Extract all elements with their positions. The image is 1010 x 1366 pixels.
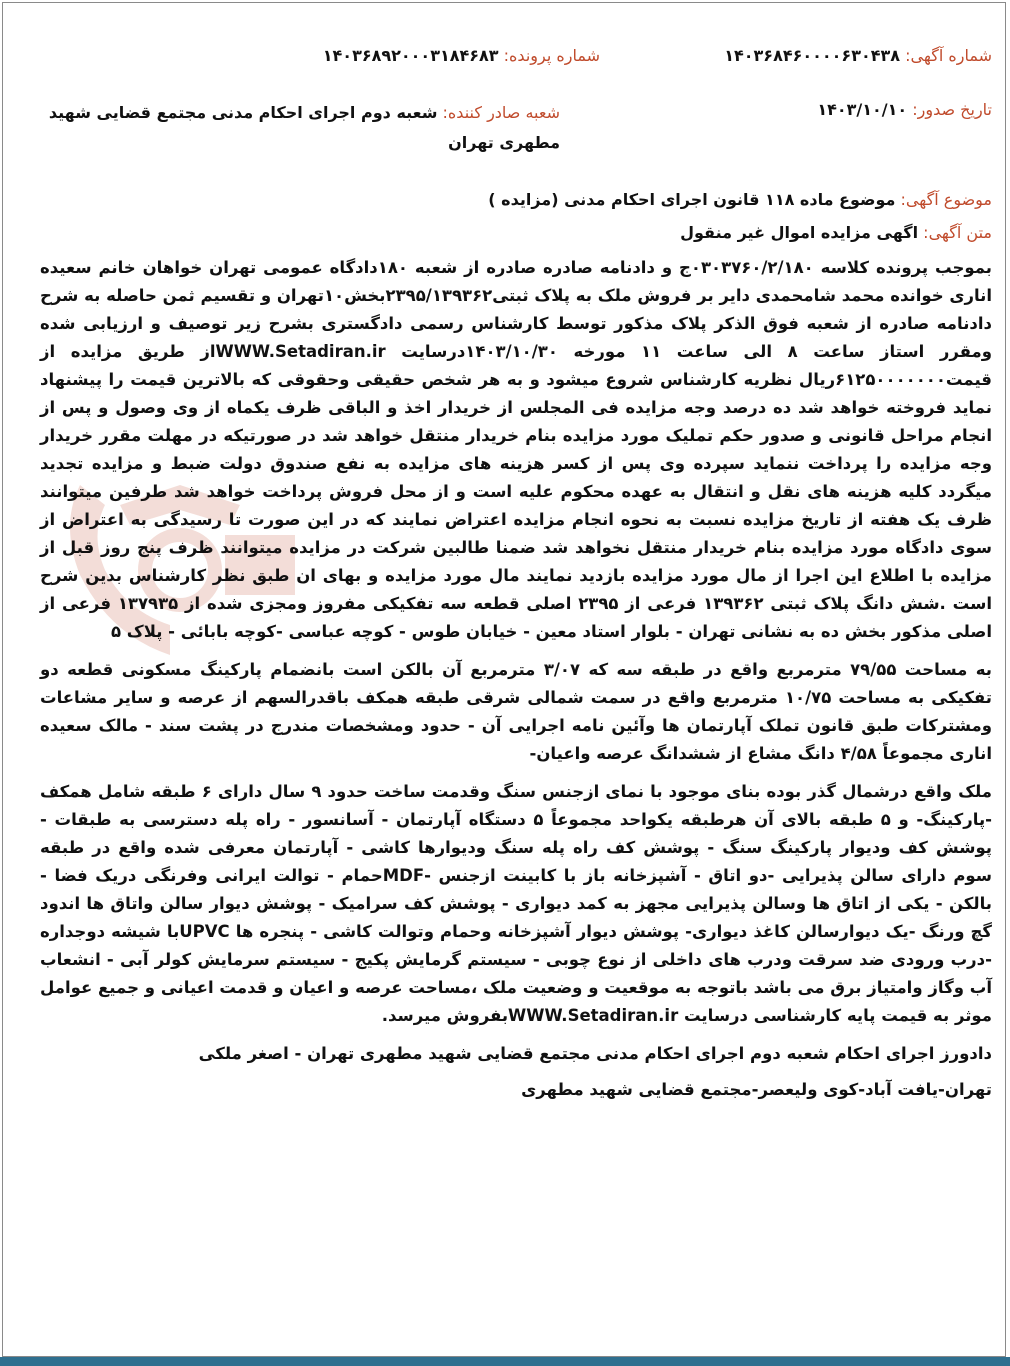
case-number-label: شماره پرونده:	[503, 46, 600, 65]
body-label: متن آگهی:	[923, 223, 992, 242]
header-row-numbers	[40, 44, 992, 68]
paragraph-building-description: ملک واقع درشمال گذر بوده بنای موجود با نمای ازجنس سنگ وقدمت ساخت حدود ۹ سال دارای ۶ طبقه شامل همکف -پارکینگ- و ۵ طبقه بالای آن هرطبقه یکواحد مجموعاً ۵ دستگاه آپارتمان - آسانسور - راه پله دسترسی به طبقات - پوشش کف ودیوار پارکینگ سنگ - پوشش کف راه پله سنگ ودیوارها کاشی - آپارتمان معرفی شده واقع در طبقه سوم دارای سالن پذیرایی -دو اتاق - آشپزخانه باز با کابینت ازجنس -MDFحمام - توالت ایرانی وفرنگی دریک فضا - بالکن - یکی از اتاق ها وسالن پذیرایی مجهز به کمد دیواری - پوشش کف سرامیک - پوشش دیوار سالن واتاق ها اندود گچ ورنگ -یک دیوارسالن کاغذ دیواری- پوشش دیوار آشپزخانه وحمام وتوالت کاشی - پنجره ها UPVCبا شیشه دوجداره -درب ورودی ضد سرقت ودرب های داخلی از نوع چوبی - سیستم گرمایش پکیج - سیستم سرمایش کولر آبی - انشعاب آب وگاز وامتیاز برق می باشد باتوجه به موقعیت و وضعیت ملک ،مساحت عرصه و اعیان و قدمت اعیانی و جمیع عوامل موثر به قیمت پایه کارشناسی درسایت WWW.Setadiran.irبفروش میرسد.	[40, 782, 992, 1025]
address-line: تهران-یافت آباد-کوی ولیعصر-مجتمع قضایی شهید مطهری	[521, 1080, 992, 1099]
issue-date-value: ۱۴۰۳/۱۰/۱۰	[817, 100, 908, 119]
notice-number-label: شماره آگهی:	[905, 46, 992, 65]
header-row-issuer	[40, 98, 992, 158]
case-number-value: ۱۴۰۳۶۸۹۲۰۰۰۳۱۸۴۶۸۳	[322, 46, 499, 65]
issue-date-label: تاریخ صدور:	[912, 100, 992, 119]
paragraph-property-area: به مساحت ۷۹/۵۵ مترمربع واقع در طبقه سه که ۳/۰۷ مترمربع آن بالکن است بانضمام پارکینگ مسکونی قطعه دو تفکیکی به مساحت ۱۰/۷۵ مترمربع واقع در سمت شمالی شرقی طبقه همکف باقدرالسهم از عرصه و سایر مشاعات ومشترکات طبق قانون تملک آپارتمان ها وآئین نامه اجرایی آن - حدود ومشخصات مندرج در پشت سند - مالک سعیده اناری مجموعاً ۴/۵۸ دانگ مشاع از ششدانگ عرصه واعیان-	[40, 660, 992, 763]
body-heading	[40, 220, 992, 246]
subject-label: موضوع آگهی:	[900, 190, 992, 209]
subject-line	[40, 188, 992, 212]
signature-line: دادورز اجرای احکام شعبه دوم اجرای احکام مدنی مجتمع قضایی شهید مطهری تهران - اصغر ملکی	[198, 1044, 992, 1063]
issuer-label: شعبه صادر کننده:	[442, 103, 560, 122]
notice-number	[692, 44, 992, 68]
notice-document	[40, 38, 992, 1104]
issue-date	[692, 98, 992, 122]
issuer-value: شعبه دوم اجرای احکام مدنی مجتمع قضایی شهید مطهری تهران	[48, 103, 560, 152]
bottom-bar	[0, 1357, 1010, 1366]
notice-number-value: ۱۴۰۳۶۸۴۶۰۰۰۰۶۳۰۴۳۸	[724, 46, 901, 65]
paragraph-auction-terms: بموجب پرونده کلاسه ۰۳۰۳۷۶۰/۲/۱۸۰ج و دادنامه صادره صادره از شعبه ۱۸۰دادگاه عمومی تهران خواهان خانم سعیده اناری خوانده محمد شامحمدی دایر بر فروش ملک به پلاک ثبتی۲۳۹۵/۱۳۹۳۶۲بخش۱۰تهران و تقسیم ثمن حاصله به شرح دادنامه صادره از شعبه فوق الذکر پلاک مذکور توسط کارشناس رسمی دادگستری بشرح زیر توصیف و ارزیابی شده ومقرر استاز ساعت ۸ الی ساعت ۱۱ مورخه ۱۴۰۳/۱۰/۳۰درسایت WWW.Setadiran.irاز طریق مزایده از قیمت۶۱۲۵۰۰۰۰۰۰۰ریال نظریه کارشناس شروع میشود و به هر شخص حقیقی وحقوقی که بالاترین قیمت را پیشنهاد نماید فروخته خواهد شد ده درصد وجه مزایده فی المجلس از خریدار اخذ و الباقی ظرف یکماه از وی وصول و پس از انجام مراحل قانونی و صدور حکم تملیک مورد مزایده بنام خریدار منتقل خواهد شد در صورتیکه در مهلت مقرر خریدار وجه مزایده را پرداخت ننماید سپرده وی پس از کسر هزینه های مزایده به نفع صندوق دولت ضبط و مزایده تجدید میگردد کلیه هزینه های نقل و انتقال به عهده محکوم علیه است و از محل فروش پرداخت خواهد شد طرفین میتوانند ظرف یک هفته از تاریخ مزایده نسبت به نحوه انجام مزایده اعتراض نمایند که در این صورت تا رسیدگی به اعتراض از سوی دادگاه مورد مزایده بنام خریدار منتقل نخواهد شد ضمنا طالبین شرکت در مزایده میتوانند ظرف پنج روز قبل از مزایده با اطلاع این اجرا از مال مورد مزایده بازدید نمایند مال مورد مزایده و بهای ان طبق نظر کارشناس بدین شرح است .شش دانگ پلاک ثبتی ۱۳۹۳۶۲ فرعی از ۲۳۹۵ اصلی قطعه سه تفکیکی مفروز ومجزی شده از ۱۳۷۹۳۵ فرعی از اصلی مذکور بخش ده به نشانی تهران - بلوار استاد معین - خیابان طوس - کوچه عباسی -کوچه بابائی - پلاک ۵	[40, 258, 993, 641]
subject-value: موضوع ماده ۱۱۸ قانون اجرای احکام مدنی (مزایده )	[488, 190, 896, 209]
issuer	[40, 98, 560, 158]
body-title: اگهی مزایده اموال غیر منقول	[680, 223, 919, 242]
case-number	[40, 44, 600, 68]
